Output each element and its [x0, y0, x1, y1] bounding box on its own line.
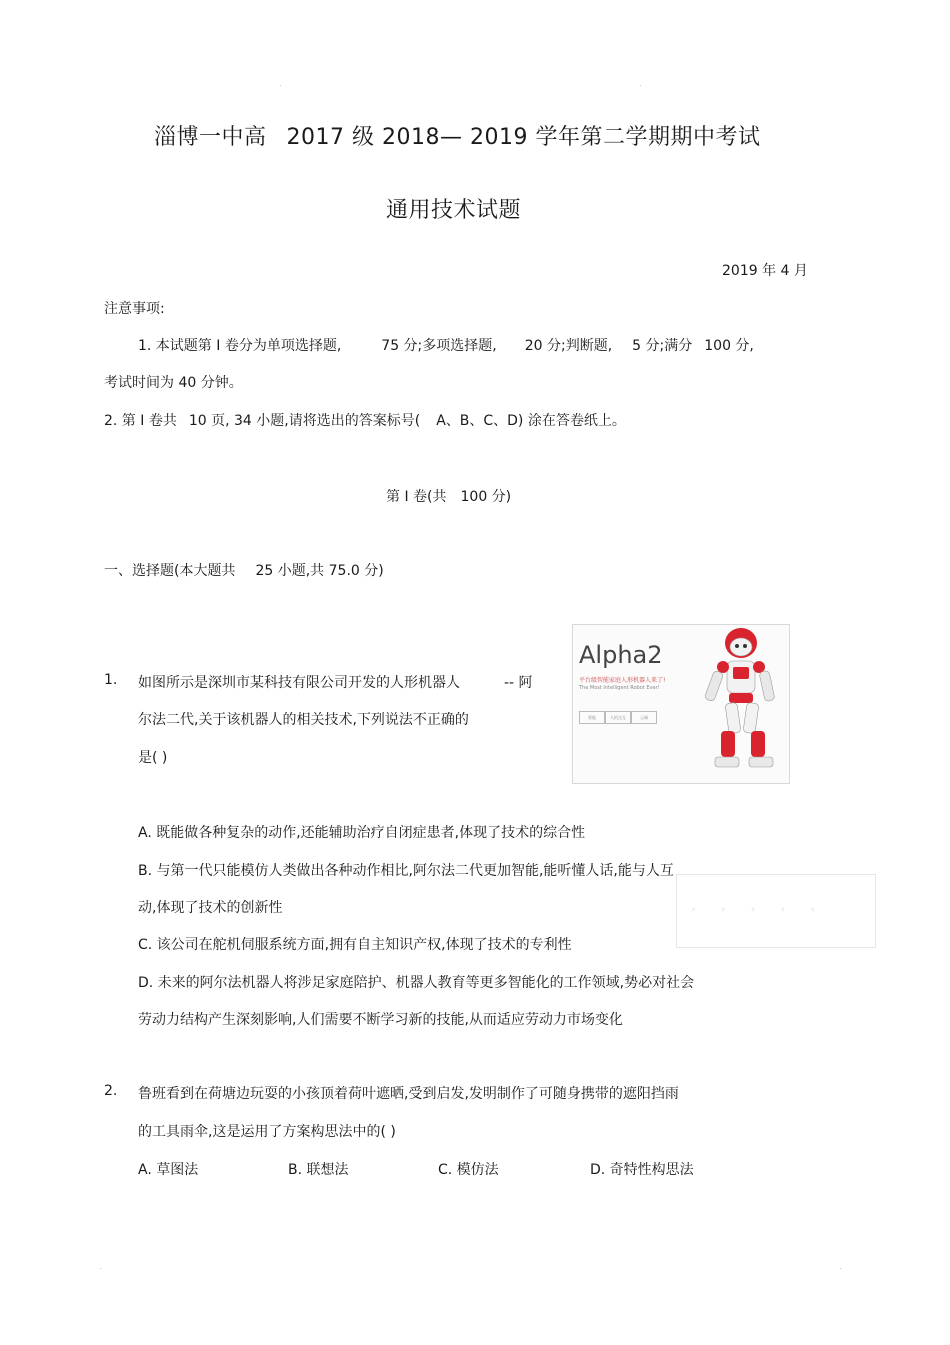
notes-item-1 — [138, 335, 754, 355]
q2-option-a: A. 草图法 — [138, 1162, 199, 1178]
robot-foot-right — [749, 757, 773, 767]
part-heading-b: 100 分) — [460, 489, 512, 505]
robot-figure — [572, 624, 790, 784]
robot-illustration — [573, 625, 789, 783]
section-heading-b: 25 小题,共 75.0 分) — [255, 563, 384, 579]
title-school: 淄博一中高 — [154, 125, 267, 150]
robot-arm-right — [759, 670, 775, 701]
notes-item-2 — [104, 410, 626, 430]
q1-line-3: 是( ) — [138, 750, 168, 766]
notes-item-2-c: A、B、C、D) 涂在答卷纸上。 — [436, 413, 626, 429]
robot-chest — [733, 667, 749, 679]
q1-option-b-line-1: B. 与第一代只能模仿人类做出各种动作相比,阿尔法二代更加智能,能听懂人话,能与人互 — [138, 863, 674, 879]
section-heading — [104, 560, 384, 580]
notes-item-1-b: 75 分;多项选择题, — [381, 338, 497, 354]
notes-item-1-e: 100 分, — [704, 338, 754, 354]
scan-dot — [280, 85, 281, 86]
q1-line-2: 尔法二代,关于该机器人的相关技术,下列说法不正确的 — [138, 712, 469, 728]
robot-eye — [735, 644, 739, 648]
q1-line-1-b: -- 阿 — [504, 675, 533, 691]
q1-line-1-a: 如图所示是深圳市某科技有限公司开发的人形机器人 — [138, 675, 460, 691]
watermark-box — [676, 874, 876, 948]
figure-chip: 云端 — [631, 711, 657, 724]
scan-dot — [640, 85, 641, 86]
q2-option-c: C. 模仿法 — [438, 1162, 499, 1178]
robot-arm-left — [704, 670, 724, 702]
q2-option-b: B. 联想法 — [288, 1162, 349, 1178]
figure-brand: Alpha2 — [579, 641, 663, 669]
robot-shin-right — [751, 731, 765, 757]
robot-leg-right — [743, 702, 759, 733]
q2-option-d: D. 奇特性构思法 — [590, 1162, 694, 1178]
exam-title — [154, 120, 760, 151]
q1-line-1 — [138, 672, 533, 692]
robot-shin-left — [721, 731, 735, 757]
notes-item-2-a: 2. 第 I 卷共 — [104, 413, 177, 429]
notes-item-1-a: 1. 本试题第 I 卷分为单项选择题, — [138, 338, 342, 354]
q1-option-b-line-2: 动,体现了技术的创新性 — [138, 900, 283, 916]
q1-option-c: C. 该公司在舵机伺服系统方面,拥有自主知识产权,体现了技术的专利性 — [138, 937, 572, 953]
robot-foot-left — [715, 757, 739, 767]
section-heading-a: 一、选择题(本大题共 — [104, 563, 236, 579]
part-heading-a: 第 I 卷(共 — [386, 489, 447, 505]
notes-item-1-cont: 考试时间为 40 分钟。 — [104, 375, 243, 391]
q2-line-1: 鲁班看到在荷塘边玩耍的小孩顶着荷叶遮晒,受到启发,发明制作了可随身携带的遮阳挡雨 — [138, 1086, 679, 1102]
figure-tagline-en: The Most Intelligent Robot Ever! — [579, 685, 660, 691]
exam-subtitle: 通用技术试题 — [386, 198, 522, 223]
robot-shoulder — [717, 661, 729, 673]
q1-option-d-line-1: D. 未来的阿尔法机器人将涉足家庭陪护、机器人教育等更多智能化的工作领域,势必对社会 — [138, 975, 695, 991]
q1-number: 1. — [104, 672, 118, 688]
scan-dot — [840, 1268, 841, 1269]
notes-item-2-b: 10 页, 34 小题,请将选出的答案标号( — [188, 413, 421, 429]
q1-option-a: A. 既能做各种复杂的动作,还能辅助治疗自闭症患者,体现了技术的综合性 — [138, 825, 586, 841]
figure-tagline: 平台级智能家庭人形机器人来了! — [579, 677, 666, 684]
scan-dot — [100, 1268, 101, 1269]
robot-eye — [743, 644, 747, 648]
notes-heading: 注意事项: — [104, 301, 165, 317]
q2-number: 2. — [104, 1083, 118, 1099]
q1-option-d-line-2: 劳动力结构产生深刻影响,人们需要不断学习新的技能,从而适应劳动力市场变化 — [138, 1012, 623, 1028]
q2-line-2: 的工具雨伞,这是运用了方案构思法中的( ) — [138, 1124, 396, 1140]
figure-chip: 智能 — [579, 711, 605, 724]
exam-date: 2019 年 4 月 — [722, 263, 808, 279]
robot-face — [730, 638, 752, 656]
part-heading — [386, 486, 511, 506]
figure-chip: 人机交互 — [605, 711, 631, 724]
robot-leg-left — [725, 702, 741, 733]
robot-hips — [729, 693, 753, 703]
title-rest: 2017 级 2018— 2019 学年第二学期期中考试 — [286, 125, 761, 150]
notes-item-1-d: 5 分;满分 — [632, 338, 693, 354]
notes-item-1-c: 20 分;判断题, — [524, 338, 613, 354]
watermark-text: · · · · · — [689, 893, 824, 926]
